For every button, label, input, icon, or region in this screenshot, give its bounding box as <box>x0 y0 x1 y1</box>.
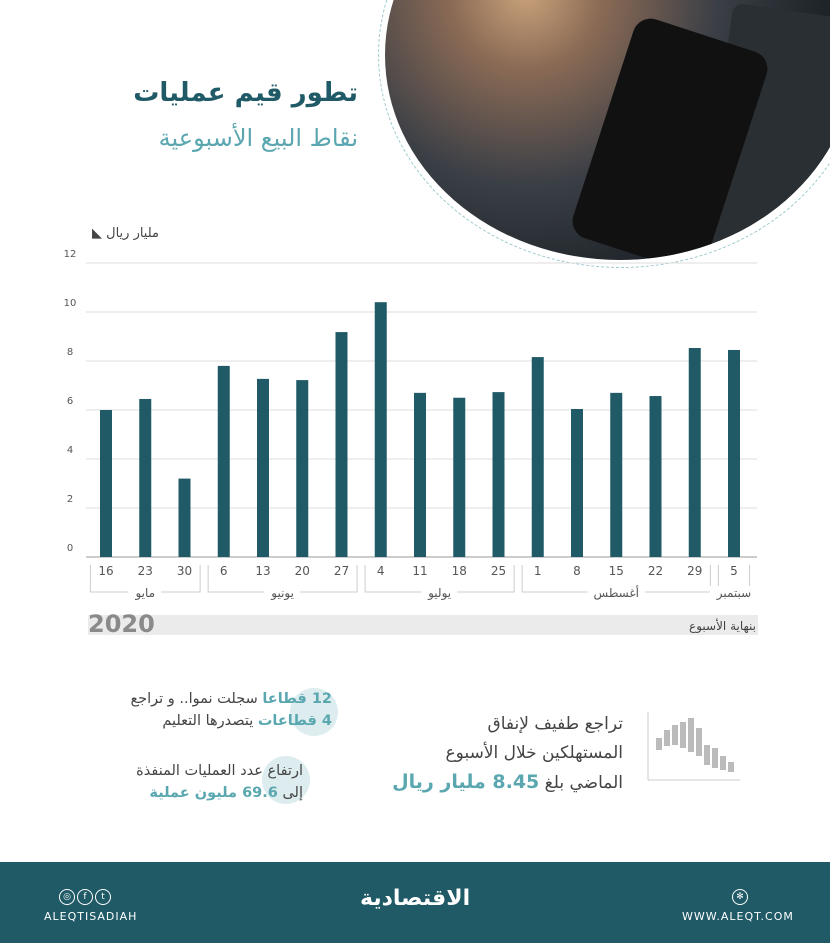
x-tick-label: 6 <box>219 564 228 578</box>
x-tick-label: 5 <box>730 564 738 578</box>
website-link[interactable]: WWW.ALEQT.COM <box>682 910 794 923</box>
footer <box>0 862 830 943</box>
x-tick-label: 25 <box>490 564 507 578</box>
page-subtitle: نقاط البيع الأسبوعية <box>158 124 358 152</box>
y-tick-label: 10 <box>63 298 77 309</box>
facebook-icon[interactable]: f <box>77 889 93 905</box>
note-spending: تراجع طفيف لإنفاق المستهلكين خلال الأسبوع الماضي بلغ 8.45 مليار ريال <box>392 714 623 793</box>
x-tick-label: 16 <box>98 564 114 578</box>
y-tick-label: 2 <box>66 494 74 505</box>
x-tick-label: 20 <box>294 564 310 578</box>
year-strip <box>88 615 758 635</box>
bar <box>532 357 544 557</box>
x-tick-label: 15 <box>608 564 624 578</box>
x-tick-label: 18 <box>451 564 467 578</box>
web-icon: ✻ <box>731 884 749 905</box>
month-label: سبتمبر <box>716 586 752 600</box>
x-tick-label: 8 <box>573 564 581 578</box>
social-icons <box>58 884 112 905</box>
mini-bar-chart-icon <box>642 710 742 784</box>
x-tick-label: 13 <box>255 564 271 578</box>
page-title: تطور قيم عمليات <box>133 78 358 108</box>
bar <box>296 380 308 557</box>
bar <box>610 393 622 557</box>
month-label: يونيو <box>271 586 294 600</box>
month-label: أغسطس <box>593 586 639 600</box>
instagram-icon[interactable]: ◎ <box>59 889 75 905</box>
x-tick-label: 27 <box>333 564 350 578</box>
year-label: 2020 <box>88 610 155 638</box>
note-transactions: ارتفاع عدد العمليات المنفذة إلى 69.6 مليون عملية <box>136 763 303 801</box>
x-tick-label: 1 <box>533 564 542 578</box>
x-axis-label: بنهاية الأسبوع <box>689 619 756 633</box>
bar <box>453 398 465 557</box>
y-tick-label: 12 <box>63 249 77 260</box>
x-tick-label: 4 <box>376 564 385 578</box>
bar <box>650 396 662 557</box>
bar <box>375 302 387 557</box>
y-tick-label: 8 <box>66 347 74 358</box>
y-tick-label: 4 <box>66 445 74 456</box>
bar <box>414 393 426 557</box>
y-axis-unit: مليار ريال ◣ <box>92 226 159 241</box>
bar <box>493 392 505 557</box>
x-tick-label: 30 <box>176 564 193 578</box>
x-tick-label: 29 <box>687 564 703 578</box>
x-tick-label: 11 <box>412 564 428 578</box>
bar <box>689 348 701 557</box>
x-tick-label: 22 <box>647 564 664 578</box>
social-handle[interactable]: ALEQTISADIAH <box>44 910 138 923</box>
twitter-icon[interactable]: t <box>95 889 111 905</box>
bar <box>571 409 583 557</box>
bar <box>100 410 112 557</box>
y-tick-label: 6 <box>66 396 74 407</box>
y-tick-label: 0 <box>66 543 74 554</box>
bar <box>728 350 740 557</box>
bar <box>139 399 151 557</box>
month-label: مايو <box>135 586 156 600</box>
note-sectors: 12 قطاعا سجلت نموا.. و تراجع 4 قطاعات يتصدرها التعليم <box>130 691 332 729</box>
bar <box>218 366 230 557</box>
bar <box>179 479 191 557</box>
brand-logo: الاقتصادية <box>360 886 471 911</box>
bar <box>257 379 269 557</box>
x-tick-label: 23 <box>137 564 153 578</box>
bar <box>336 332 348 557</box>
month-label: يوليو <box>428 586 452 600</box>
